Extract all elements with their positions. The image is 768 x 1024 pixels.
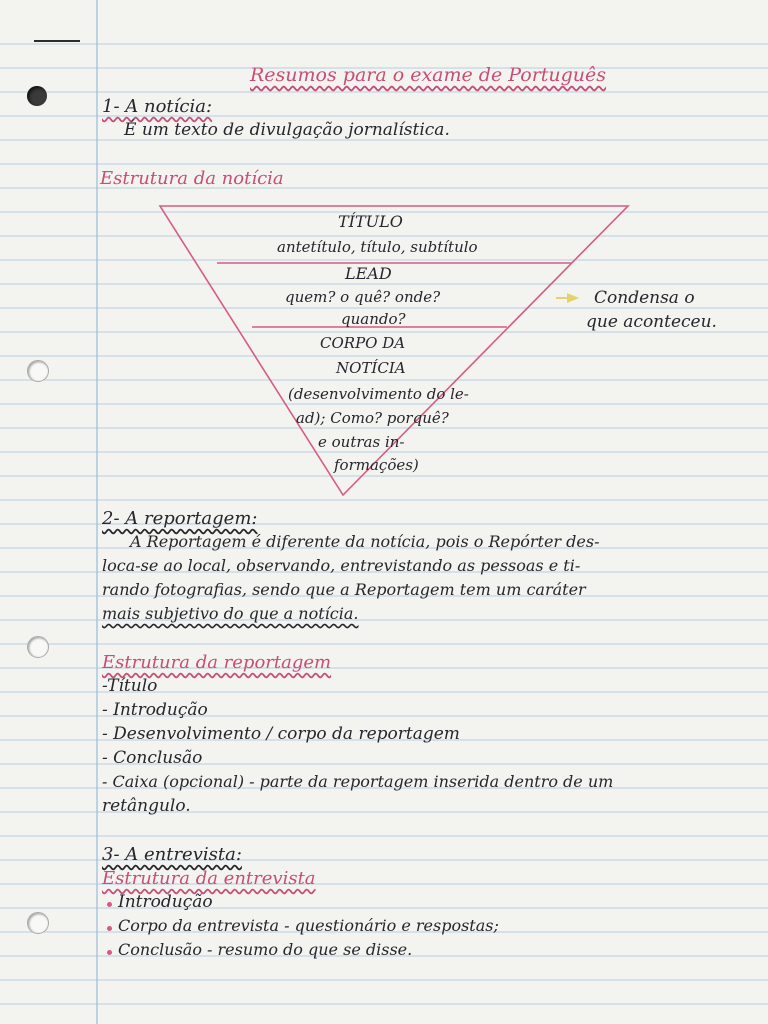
reportagem-text-line: rando fotografias, sendo que a Reportagem tem um caráter (102, 580, 586, 599)
entrevista-structure-item: Corpo da entrevista - questionário e respostas; (118, 916, 499, 935)
reportagem-structure-item: - Caixa (opcional) - parte da reportagem inserida dentro de um (102, 772, 614, 791)
noticia-structure-heading: Estrutura da notícia (100, 168, 284, 189)
reportagem-text-line: loca-se ao local, observando, entrevistando as pessoas e ti- (102, 556, 581, 575)
pyramid-corpo: NOTÍCIA (336, 359, 406, 377)
page-title: Resumos para o exame de Português (250, 64, 607, 86)
bullet-icon (107, 950, 112, 955)
pyramid-titulo: TÍTULO (338, 212, 403, 231)
pyramid-titulo-items: antetítulo, título, subtítulo (277, 238, 478, 256)
reportagem-text-line: mais subjetivo do que a notícia. (102, 604, 359, 623)
bullet-icon (107, 926, 112, 931)
entrevista-structure-item: Conclusão - resumo do que se disse. (118, 940, 413, 959)
pyramid-corpo-text: e outras in- (318, 433, 405, 451)
side-note: que aconteceu. (586, 312, 717, 332)
reportagem-structure-item: - Desenvolvimento / corpo da reportagem (102, 724, 460, 744)
entrevista-structure-heading: Estrutura da entrevista (102, 868, 316, 889)
pyramid-corpo-text: formações) (334, 456, 419, 474)
section-heading-noticia: 1- A notícia: (102, 96, 213, 117)
reportagem-structure-heading: Estrutura da reportagem (102, 652, 332, 673)
side-note: Condensa o (594, 288, 695, 308)
pyramid-lead-when: quando? (341, 310, 406, 328)
section-heading-entrevista: 3- A entrevista: (102, 844, 242, 865)
reportagem-text-line: A Reportagem é diferente da notícia, pois o Repórter des- (130, 532, 600, 551)
reportagem-structure-item: - Conclusão (102, 748, 203, 768)
reportagem-structure-item: - Introdução (102, 700, 208, 720)
reportagem-structure-item: retângulo. (102, 796, 191, 816)
entrevista-structure-item: Introdução (118, 892, 213, 912)
pyramid-lead-questions: quem? o quê? onde? (285, 288, 441, 306)
bullet-icon (107, 902, 112, 907)
pyramid-lead: LEAD (345, 264, 392, 283)
section-heading-reportagem: 2- A reportagem: (102, 508, 258, 529)
arrow-icon (567, 293, 579, 303)
reportagem-structure-item: -Título (102, 676, 158, 696)
pyramid-corpo-text: ad); Como? porquê? (296, 409, 449, 427)
noticia-definition: É um texto de divulgação jornalística. (124, 120, 450, 140)
pyramid-corpo-text: (desenvolvimento do le- (288, 385, 469, 403)
pyramid-corpo: CORPO DA (320, 334, 406, 352)
